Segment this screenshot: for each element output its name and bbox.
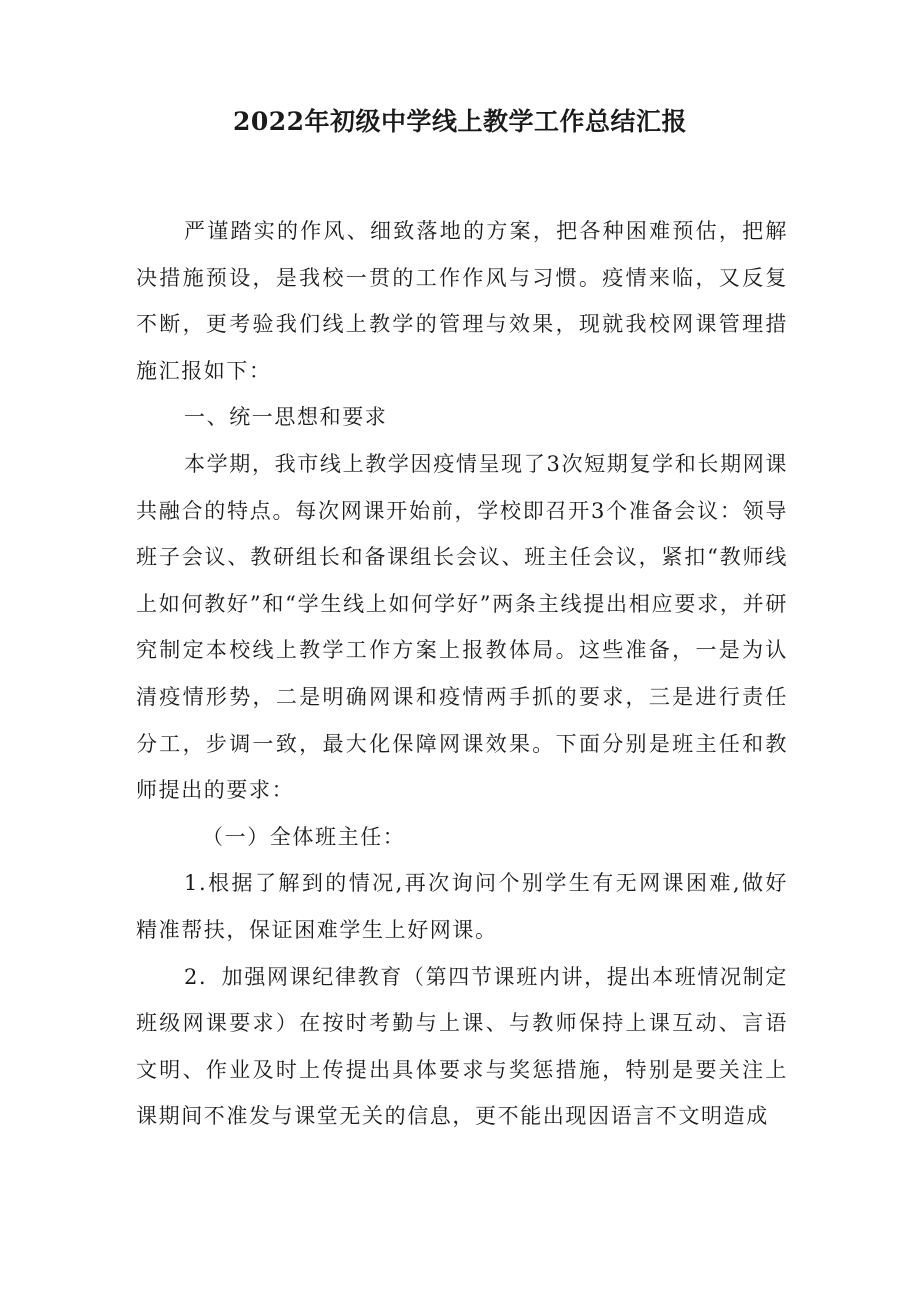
body-paragraph: 本学期，我市线上教学因疫情呈现了3次短期复学和长期网课共融合的特点。每次网课开始前，学校即召开3个准备会议：领导班子会议、教研组长和备课组长会议、班主任会议，紧扣“教师线上如何教好”和“学生线上如何学好”两条主线提出相应要求，并研究制定本校线上教学工作方案上报教体局。这些准备，一是为认清疫情形势，二是明确网课和疫情两手抓的要求，三是进行责任分工，步调一致，最大化保障网课效果。下面分别是班主任和教师提出的要求： [136, 451, 788, 803]
section-heading-1: 一、统一思想和要求 [184, 405, 388, 430]
list-item-2: 2．加强网课纪律教育（第四节课班内讲，提出本班情况制定班级网课要求）在按时考勤与上课、与教师保持上课互动、言语文明、作业及时上传提出具体要求与奖惩措施，特别是要关注上课期间不准发与课堂无关的信息，更不能出现因语言不文明造成 [136, 964, 788, 1129]
subsection-heading-1: （一）全体班主任： [202, 824, 406, 849]
intro-paragraph: 严谨踏实的作风、细致落地的方案，把各种困难预估，把解决措施预设，是我校一贯的工作作风与习惯。疫情来临，又反复不断，更考验我们线上教学的管理与效果，现就我校网课管理措施汇报如下： [136, 219, 788, 383]
document-body [136, 208, 788, 1140]
document-title: 2022年初级中学线上教学工作总结汇报 [232, 107, 688, 136]
list-item-1: 1.根据了解到的情况,再次询问个别学生有无网课困难,做好精准帮扶，保证困难学生上好网课。 [136, 871, 788, 942]
